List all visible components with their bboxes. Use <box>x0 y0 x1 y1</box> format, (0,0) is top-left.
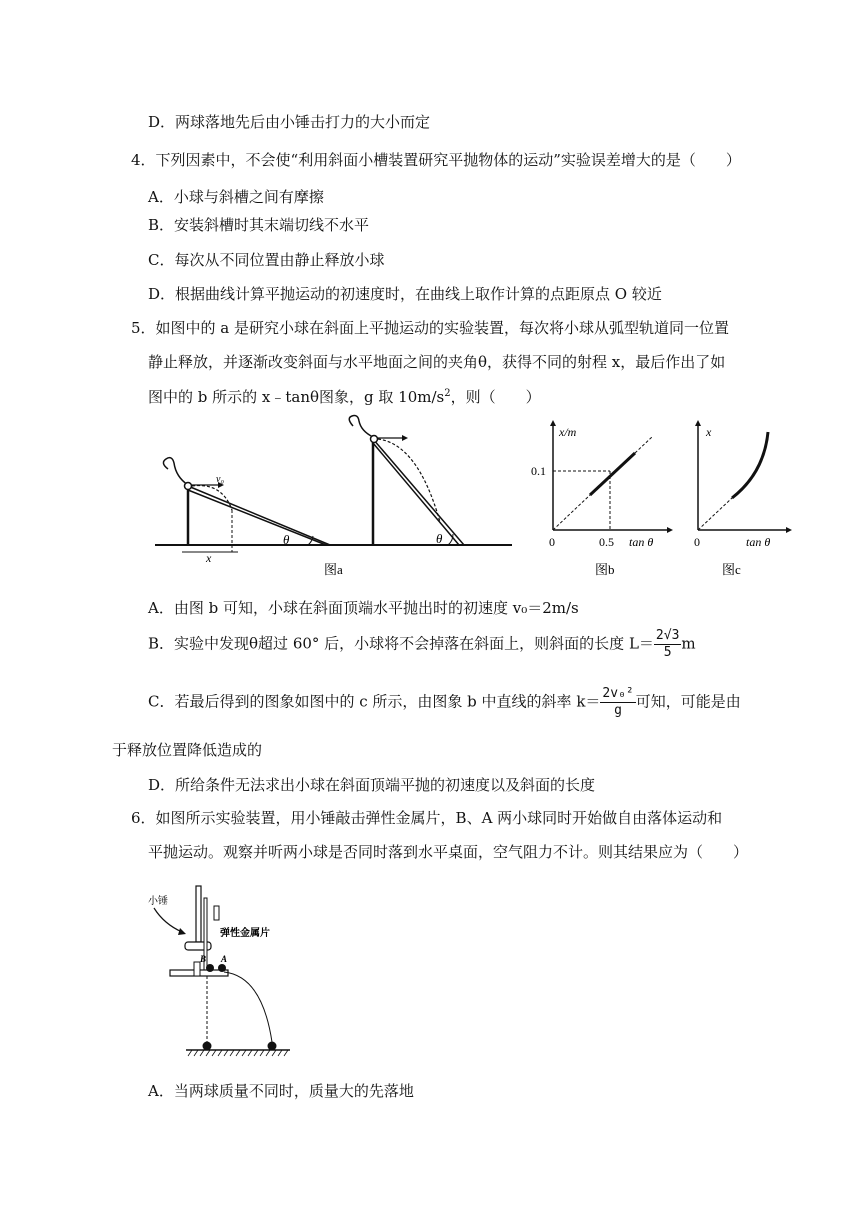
q5-option-c-denominator: g <box>614 703 622 718</box>
q5-option-c-fraction <box>600 686 635 719</box>
q6-stem-line2: 平抛运动。观察并听两小球是否同时落到水平桌面，空气阻力不计。则其结果应为（ ） <box>148 843 749 861</box>
fig-q6-plate-label: 弹性金属片 <box>220 928 270 939</box>
q5-option-c <box>148 686 741 719</box>
figure-q6 <box>140 878 320 1058</box>
q5-option-c-continued: 于释放位置降低造成的 <box>112 741 263 759</box>
q5-option-b <box>148 628 696 661</box>
fig-a-theta-1: θ <box>283 532 290 547</box>
q5-stem-line3-tail: ，则（ ） <box>450 388 541 406</box>
fig-a-curved-track-1 <box>163 458 188 485</box>
fig-b-y-label: x/m <box>559 425 577 439</box>
q3-option-d: D．两球落地先后由小锤击打力的大小而定 <box>148 113 431 131</box>
fig-q6-hammer-arrowhead <box>178 928 186 935</box>
fig-a-v0-label: v₀ <box>216 474 224 485</box>
fig-b-dashed-upper <box>635 436 653 453</box>
q5-stem-exponent: 2 <box>444 388 451 399</box>
fig-b-dashed-lower <box>553 495 590 530</box>
fig-a-theta-2: θ <box>436 531 443 546</box>
fig-c-y-arrowhead <box>695 420 701 426</box>
fig-c-y-label: x <box>706 425 712 439</box>
q5-option-c-numerator: 2v₀² <box>602 686 634 701</box>
q5-stem-line3-text: 图中的 b 所示的 x﹣tanθ图象，g 取 10m/s <box>148 388 445 406</box>
fig-c-dashed-line <box>698 498 732 530</box>
q5-option-b-denominator: 5 <box>663 645 672 660</box>
q5-option-a: A．由图 b 可知，小球在斜面顶端水平抛出时的初速度 v₀＝2m/s <box>148 599 579 617</box>
fig-c-x-label: tan θ <box>746 535 771 549</box>
fig-q6-ball-b-landed <box>203 1042 212 1051</box>
fig-q6-hammer-arrow <box>154 908 182 932</box>
fig-a-incline-2-top <box>373 439 464 545</box>
fig-b-data-line <box>590 453 635 495</box>
fig-a-ball-2 <box>371 436 378 443</box>
q4-option-a: A．小球与斜槽之间有摩擦 <box>148 188 324 206</box>
fig-c-caption: 图c <box>722 562 741 577</box>
fig-q6-hammer-label: 小锤 <box>148 896 168 907</box>
fig-q6-ball-holder <box>194 962 200 976</box>
fig-c-data-curve <box>732 432 768 498</box>
q6-option-a: A．当两球质量不同时，质量大的先落地 <box>148 1082 414 1100</box>
fig-c-x-arrowhead <box>786 527 792 533</box>
q5-stem-line3 <box>148 384 541 407</box>
fig-a-incline-1-bottom <box>188 490 326 545</box>
q5-option-b-unit: m <box>681 634 696 653</box>
fig-q6-ball-a-landed <box>268 1042 277 1051</box>
fig-a-x-label: x <box>206 551 212 565</box>
fig-q6-ground-hatching <box>188 1050 288 1056</box>
fig-b-x-label: tan θ <box>629 535 654 549</box>
q5-stem-line2: 静止释放，并逐渐改变斜面与水平地面之间的夹角θ，获得不同的射程 x，最后作出了如 <box>148 353 726 371</box>
fig-b-caption: 图b <box>595 562 615 577</box>
fig-a-trajectory-1 <box>192 486 232 511</box>
fig-c-origin: 0 <box>694 535 700 549</box>
fig-b-y-tick-label: 0.1 <box>531 464 546 478</box>
fig-q6-plate-clip <box>214 906 219 920</box>
q4-option-d: D．根据曲线计算平抛运动的初速度时，在曲线上取作计算的点距原点 O 较近 <box>148 285 662 303</box>
figure-c <box>684 418 794 580</box>
fig-q6-label-a: A <box>221 954 228 964</box>
fig-a-incline-2-bottom <box>373 443 459 545</box>
q6-stem-line1: 6．如图所示实验装置，用小锤敲击弹性金属片，B、A 两小球同时开始做自由落体运动和 <box>131 809 723 827</box>
fig-a-ball-1 <box>185 483 192 490</box>
q5-stem-line1: 5．如图中的 a 是研究小球在斜面上平抛运动的实验装置，每次将小球从弧型轨道同一位置 <box>131 319 730 337</box>
fig-a-incline-1-top <box>188 486 330 545</box>
q5-option-c-text: C．若最后得到的图象如图中的 c 所示，由图象 b 中直线的斜率 k＝ <box>148 692 601 711</box>
fig-b-x-tick-label: 0.5 <box>599 535 614 549</box>
fig-q6-ball-b-start <box>206 964 214 972</box>
fig-q6-label-b: B <box>200 954 207 964</box>
q5-option-d: D．所给条件无法求出小球在斜面顶端平抛的初速度以及斜面的长度 <box>148 776 596 794</box>
q5-option-b-fraction <box>654 628 681 661</box>
figure-a <box>150 412 520 582</box>
fig-b-origin: 0 <box>549 535 555 549</box>
fig-b-y-arrowhead <box>550 420 556 426</box>
fig-b-x-arrowhead <box>667 527 673 533</box>
q5-option-c-tail: 可知，可能是由 <box>635 692 741 711</box>
q5-option-b-text: B．实验中发现θ超过 60° 后，小球将不会掉落在斜面上，则斜面的长度 L＝ <box>148 634 654 653</box>
fig-q6-hammer-handle <box>196 886 201 942</box>
fig-q6-projectile-path <box>224 972 272 1042</box>
q4-option-c: C．每次从不同位置由静止释放小球 <box>148 251 385 269</box>
q4-option-b: B．安装斜槽时其末端切线不水平 <box>148 216 370 234</box>
fig-a-caption: 图a <box>324 562 343 577</box>
figure-b <box>525 418 675 580</box>
fig-a-curved-track-2 <box>349 416 373 437</box>
q5-option-b-numerator: 2√3 <box>655 628 680 643</box>
fig-a-arrowhead-2 <box>402 435 408 441</box>
q4-stem: 4．下列因素中，不会使“利用斜面小槽装置研究平抛物体的运动”实验误差增大的是（ ） <box>131 151 741 169</box>
fig-q6-ball-a-start <box>218 964 226 972</box>
